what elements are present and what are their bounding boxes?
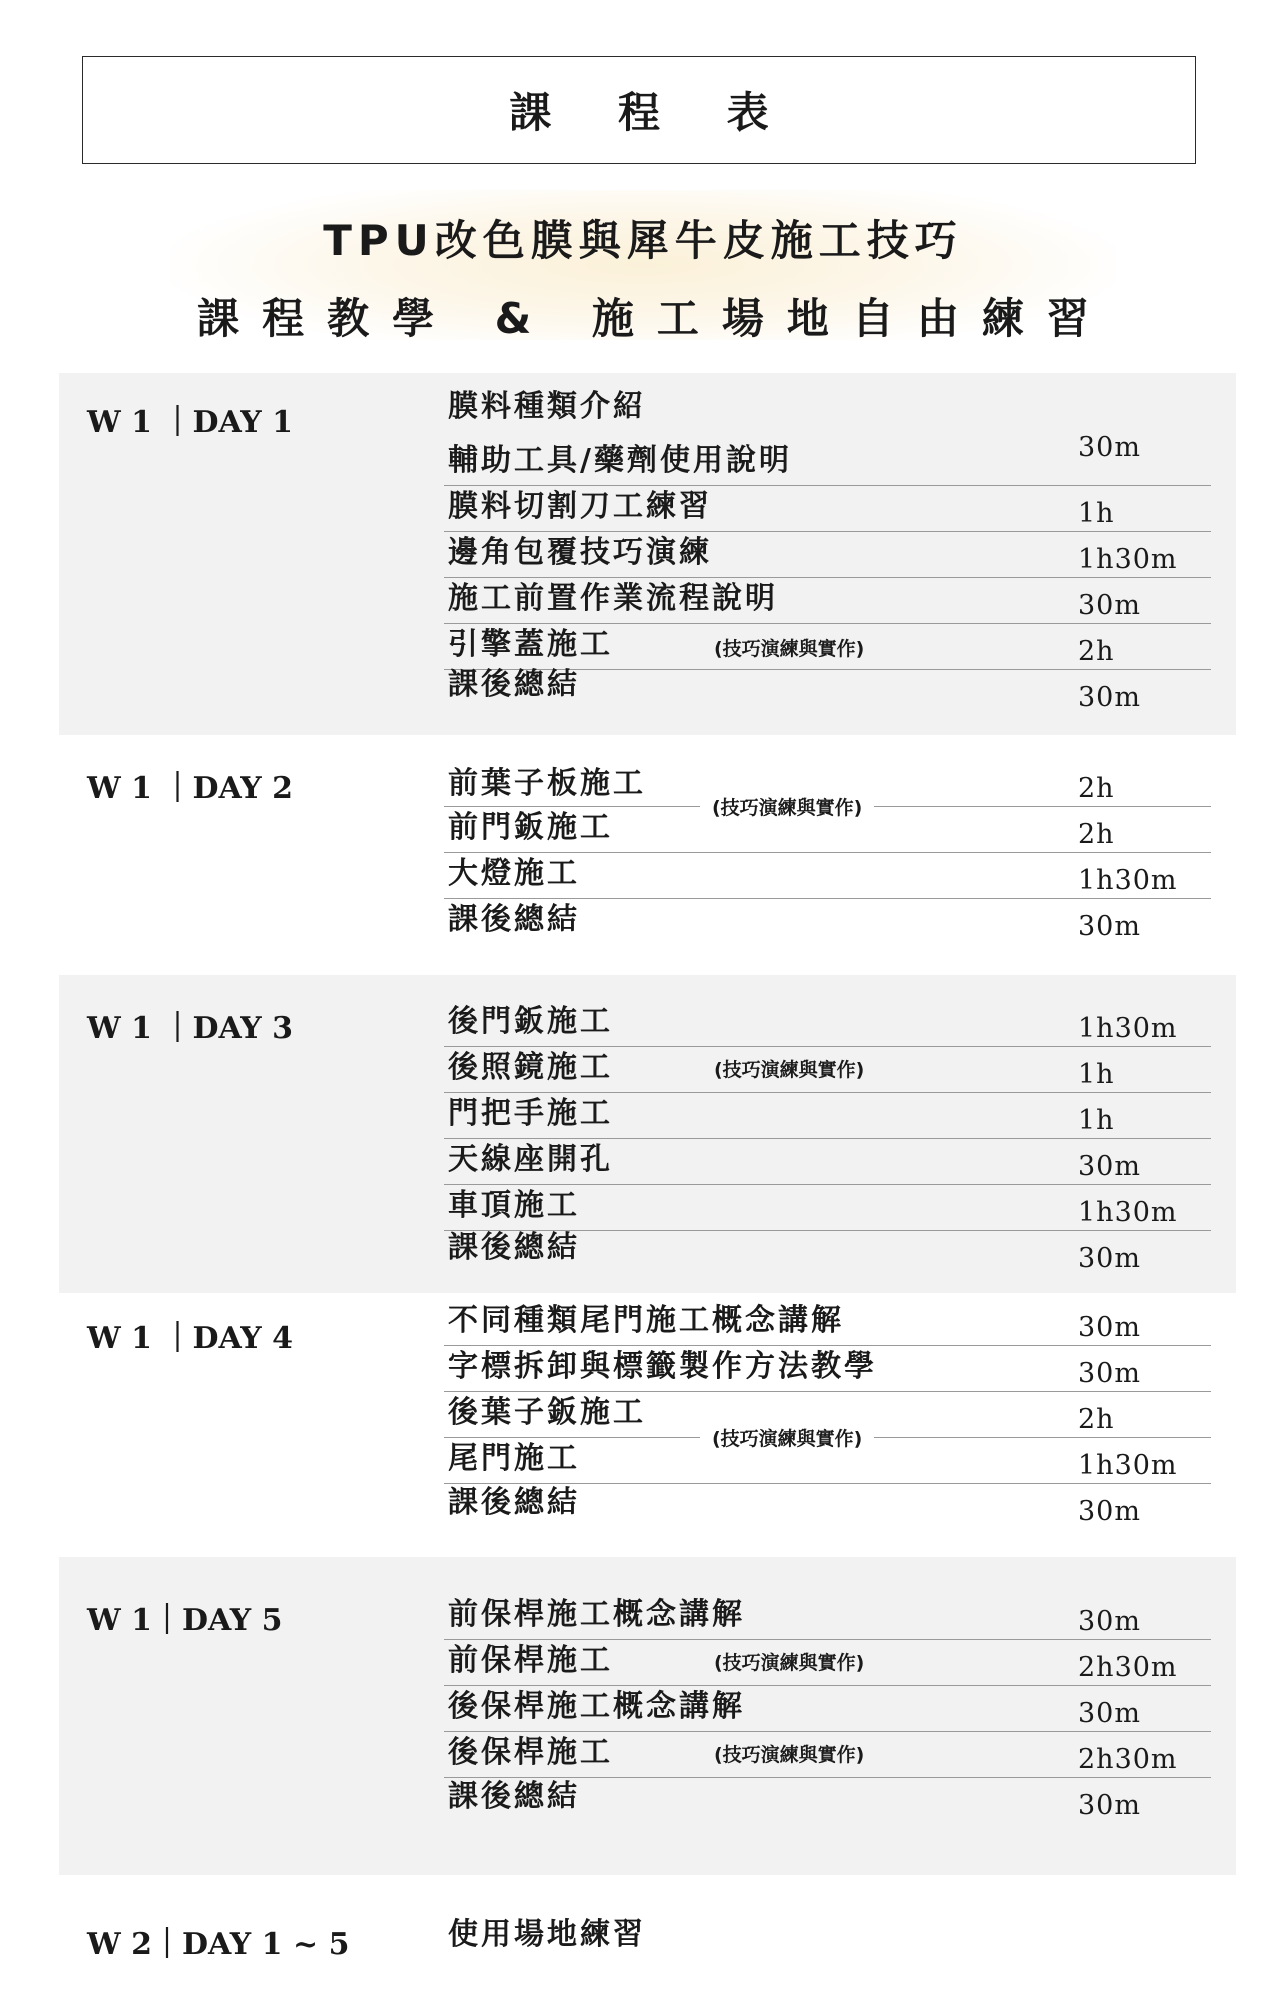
item-title: 大燈施工 bbox=[448, 856, 580, 891]
schedule-row bbox=[444, 1483, 1211, 1529]
day-label: W 1｜DAY 5 bbox=[87, 1603, 283, 1638]
item-title: 邊角包覆技巧演練 bbox=[448, 535, 712, 570]
item-title: 膜料種類介紹 bbox=[448, 389, 646, 424]
day-label: W 2｜DAY 1 ~ 5 bbox=[87, 1927, 350, 1962]
practice-note: (技巧演練與實作) bbox=[714, 1059, 865, 1081]
item-duration: 30m bbox=[1078, 432, 1141, 463]
item-title: 施工前置作業流程說明 bbox=[448, 581, 778, 616]
item-title: 後保桿施工 bbox=[448, 1735, 613, 1770]
schedule-row bbox=[444, 531, 1211, 578]
day-section-1 bbox=[59, 373, 1236, 735]
item-title: 後門鈑施工 bbox=[448, 1004, 613, 1039]
item-title: 門把手施工 bbox=[448, 1096, 613, 1131]
item-title: 課後總結 bbox=[448, 902, 580, 937]
day-section-2 bbox=[59, 735, 1236, 975]
schedule-row bbox=[444, 1046, 1211, 1093]
schedule-row bbox=[444, 1639, 1211, 1686]
item-title: 課後總結 bbox=[448, 667, 580, 702]
item-duration: 1h30m bbox=[1078, 865, 1178, 896]
day-label: W 1 ｜DAY 3 bbox=[87, 1011, 293, 1046]
schedule-row bbox=[444, 1909, 1211, 1959]
item-duration: 30m bbox=[1078, 1496, 1141, 1527]
schedule-row bbox=[444, 806, 1211, 853]
item-title: 輔助工具/藥劑使用說明 bbox=[448, 443, 792, 478]
item-duration: 1h30m bbox=[1078, 544, 1178, 575]
schedule-row bbox=[444, 1299, 1211, 1346]
item-title: 不同種類尾門施工概念講解 bbox=[448, 1303, 844, 1338]
schedule-row bbox=[444, 1345, 1211, 1392]
schedule-row bbox=[444, 1138, 1211, 1185]
item-title: 後葉子鈑施工 bbox=[448, 1395, 646, 1430]
item-title: 前葉子板施工 bbox=[448, 766, 646, 801]
item-title: 課後總結 bbox=[448, 1779, 580, 1814]
page-title: 課 程 表 bbox=[82, 56, 1196, 164]
practice-note: (技巧演練與實作) bbox=[700, 793, 874, 820]
practice-note: (技巧演練與實作) bbox=[700, 1424, 874, 1451]
day-label: W 1 ｜DAY 4 bbox=[87, 1321, 293, 1356]
course-banner bbox=[170, 190, 1116, 343]
schedule-row bbox=[444, 577, 1211, 624]
item-duration: 2h bbox=[1078, 1404, 1115, 1435]
schedule-row bbox=[444, 1092, 1211, 1139]
item-title: 後保桿施工概念講解 bbox=[448, 1689, 745, 1724]
item-duration: 30m bbox=[1078, 1790, 1141, 1821]
day-section-4 bbox=[59, 1293, 1236, 1557]
item-duration: 30m bbox=[1078, 1151, 1141, 1182]
item-duration: 1h bbox=[1078, 498, 1115, 529]
course-subtitle: 課程教學 & 施工場地自由練習 bbox=[197, 294, 1112, 343]
item-duration: 1h bbox=[1078, 1105, 1115, 1136]
item-title: 尾門施工 bbox=[448, 1441, 580, 1476]
item-title: 字標拆卸與標籤製作方法教學 bbox=[448, 1349, 877, 1384]
item-duration: 2h bbox=[1078, 636, 1115, 667]
item-title: 課後總結 bbox=[448, 1230, 580, 1265]
item-title: 天線座開孔 bbox=[448, 1142, 613, 1177]
item-duration: 30m bbox=[1078, 1243, 1141, 1274]
course-title: TPU改色膜與犀牛皮施工技巧 bbox=[323, 216, 963, 265]
schedule-row bbox=[444, 669, 1211, 715]
item-duration: 30m bbox=[1078, 590, 1141, 621]
item-duration: 1h30m bbox=[1078, 1450, 1178, 1481]
item-title: 前門鈑施工 bbox=[448, 810, 613, 845]
practice-note: (技巧演練與實作) bbox=[714, 1652, 865, 1674]
item-duration: 30m bbox=[1078, 1312, 1141, 1343]
item-duration: 1h30m bbox=[1078, 1013, 1178, 1044]
item-title: 車頂施工 bbox=[448, 1188, 580, 1223]
schedule-row bbox=[444, 485, 1211, 532]
item-duration: 30m bbox=[1078, 682, 1141, 713]
schedule-row bbox=[444, 1230, 1211, 1276]
schedule-row bbox=[444, 1777, 1211, 1823]
item-duration: 30m bbox=[1078, 1606, 1141, 1637]
item-duration: 30m bbox=[1078, 1698, 1141, 1729]
day-section-5 bbox=[59, 1557, 1236, 1875]
item-title: 課後總結 bbox=[448, 1485, 580, 1520]
item-title: 膜料切割刀工練習 bbox=[448, 489, 712, 524]
item-duration: 30m bbox=[1078, 1358, 1141, 1389]
schedule-row bbox=[444, 852, 1211, 899]
schedule-row bbox=[444, 429, 1211, 486]
practice-note: (技巧演練與實作) bbox=[714, 1744, 865, 1766]
practice-note: (技巧演練與實作) bbox=[714, 638, 865, 660]
schedule-row bbox=[444, 1579, 1211, 1640]
schedule-row bbox=[444, 987, 1211, 1047]
item-duration: 30m bbox=[1078, 911, 1141, 942]
schedule-row bbox=[444, 1685, 1211, 1732]
item-title: 前保桿施工概念講解 bbox=[448, 1597, 745, 1632]
item-duration: 2h bbox=[1078, 819, 1115, 850]
item-duration: 2h bbox=[1078, 773, 1115, 804]
day-label: W 1 ｜DAY 2 bbox=[87, 771, 293, 806]
schedule-row bbox=[444, 898, 1211, 944]
item-title: 引擎蓋施工 bbox=[448, 627, 613, 662]
day-section-3 bbox=[59, 975, 1236, 1293]
item-duration: 1h30m bbox=[1078, 1197, 1178, 1228]
day-label: W 1 ｜DAY 1 bbox=[87, 405, 293, 440]
item-title: 前保桿施工 bbox=[448, 1643, 613, 1678]
item-duration: 2h30m bbox=[1078, 1744, 1178, 1775]
item-title: 後照鏡施工 bbox=[448, 1050, 613, 1085]
item-title: 使用場地練習 bbox=[448, 1917, 646, 1952]
item-duration: 1h bbox=[1078, 1059, 1115, 1090]
item-duration: 2h30m bbox=[1078, 1652, 1178, 1683]
week-2-section bbox=[59, 1875, 1236, 1985]
